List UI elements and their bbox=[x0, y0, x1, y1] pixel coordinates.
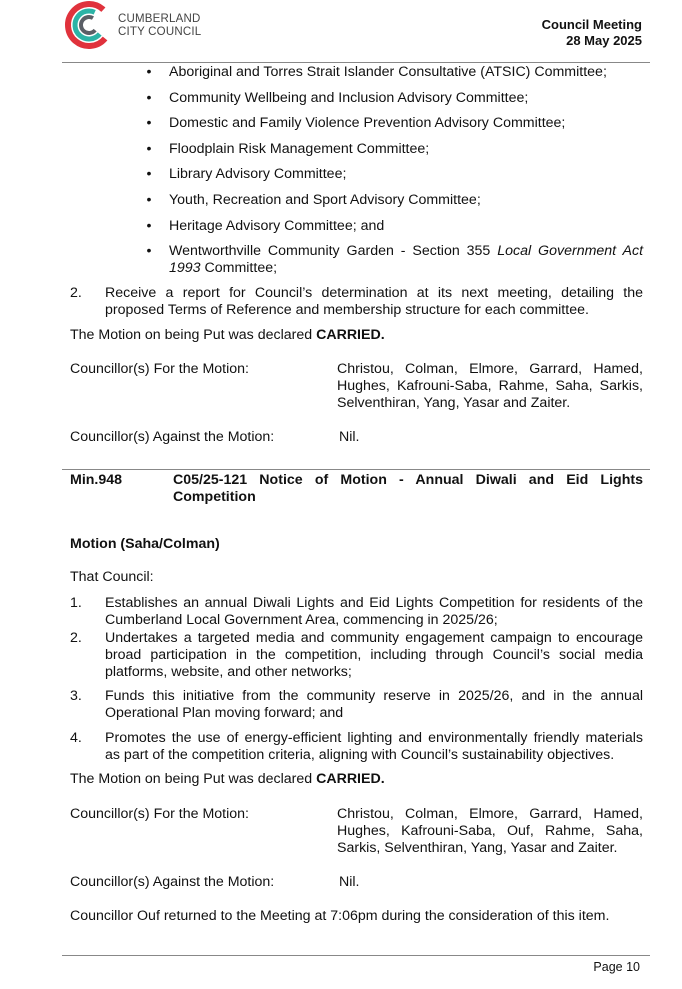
for-label: Councillor(s) For the Motion: bbox=[70, 806, 249, 822]
footer-divider bbox=[62, 955, 650, 956]
bullet: • bbox=[146, 166, 152, 182]
motion-result: The Motion on being Put was declared CARRIED. bbox=[70, 327, 385, 343]
list-item: Heritage Advisory Committee; and bbox=[169, 218, 385, 234]
list-item: Funds this initiative from the community reserve in 2025/26, and in the annual Operational Plan moving forward; and bbox=[105, 688, 643, 721]
section-divider bbox=[62, 469, 650, 470]
bullet: • bbox=[146, 64, 152, 80]
cumberland-logo-icon bbox=[64, 0, 114, 50]
against-label: Councillor(s) Against the Motion: bbox=[70, 874, 275, 890]
against-councillors: Nil. bbox=[339, 874, 360, 890]
item-number: 3. bbox=[70, 688, 82, 704]
motion-heading: Motion (Saha/Colman) bbox=[70, 536, 220, 552]
item-number: 2. bbox=[70, 285, 82, 301]
for-councillors: Christou, Colman, Elmore, Garrard, Hamed, Hughes, Kafrouni-Saba, Ouf, Rahme, Saha, Sarkis, Selventhiran, Yang, Yasar and Zaiter. bbox=[337, 806, 643, 856]
for-councillors: Christou, Colman, Elmore, Garrard, Hamed, Hughes, Kafrouni-Saba, Rahme, Saha, Sarkis, Selventhiran, Yang, Yasar and Zaiter. bbox=[337, 361, 643, 411]
list-item: Youth, Recreation and Sport Advisory Committee; bbox=[169, 192, 481, 208]
meeting-note: Councillor Ouf returned to the Meeting at 7:06pm during the consideration of this item. bbox=[70, 908, 610, 924]
list-item: Community Wellbeing and Inclusion Advisory Committee; bbox=[169, 90, 529, 106]
page-number: Page 10 bbox=[593, 960, 640, 974]
bullet: • bbox=[146, 218, 152, 234]
bullet: • bbox=[146, 115, 152, 131]
bullet: • bbox=[146, 192, 152, 208]
org-name: CUMBERLAND CITY COUNCIL bbox=[118, 13, 202, 38]
meeting-date: 28 May 2025 bbox=[566, 33, 642, 48]
item-number: 2. bbox=[70, 630, 82, 646]
list-item: Undertakes a targeted media and community engagement campaign to encourage broad participation in the competition, including through Council’s social media platforms, website, and other networks; bbox=[105, 630, 643, 680]
bullet: • bbox=[146, 243, 152, 259]
list-item: Library Advisory Committee; bbox=[169, 166, 347, 182]
against-label: Councillor(s) Against the Motion: bbox=[70, 429, 275, 445]
minute-number: Min.948 bbox=[70, 472, 123, 488]
minute-title: C05/25-121 Notice of Motion - Annual Diwali and Eid Lights Competition bbox=[173, 472, 643, 505]
bullet: • bbox=[146, 141, 152, 157]
list-item: Wentworthville Community Garden - Section 355 Local Government Act 1993 Committee; bbox=[169, 243, 644, 276]
item-number: 1. bbox=[70, 595, 82, 611]
item-number: 4. bbox=[70, 730, 82, 746]
list-item: Promotes the use of energy-efficient lighting and environmentally friendly materials as part of the competition criteria, aligning with Council’s sustainability objectives. bbox=[105, 730, 643, 763]
list-item: Establishes an annual Diwali Lights and Eid Lights Competition for residents of the Cumberland Local Government Area, commencing in 2025/26; bbox=[105, 595, 643, 628]
motion-intro: That Council: bbox=[70, 569, 154, 585]
meeting-title: Council Meeting bbox=[541, 17, 642, 32]
list-item: Aboriginal and Torres Strait Islander Consultative (ATSIC) Committee; bbox=[169, 64, 607, 80]
header-divider bbox=[62, 62, 650, 63]
list-item: Domestic and Family Violence Prevention Advisory Committee; bbox=[169, 115, 566, 131]
against-councillors: Nil. bbox=[339, 429, 360, 445]
list-item: Floodplain Risk Management Committee; bbox=[169, 141, 430, 157]
item-text: Receive a report for Council’s determination at its next meeting, detailing the proposed Terms of Reference and membership structure for each committee. bbox=[105, 285, 643, 318]
motion-result: The Motion on being Put was declared CARRIED. bbox=[70, 771, 385, 787]
bullet: • bbox=[146, 90, 152, 106]
for-label: Councillor(s) For the Motion: bbox=[70, 361, 249, 377]
meeting-header bbox=[542, 17, 642, 49]
